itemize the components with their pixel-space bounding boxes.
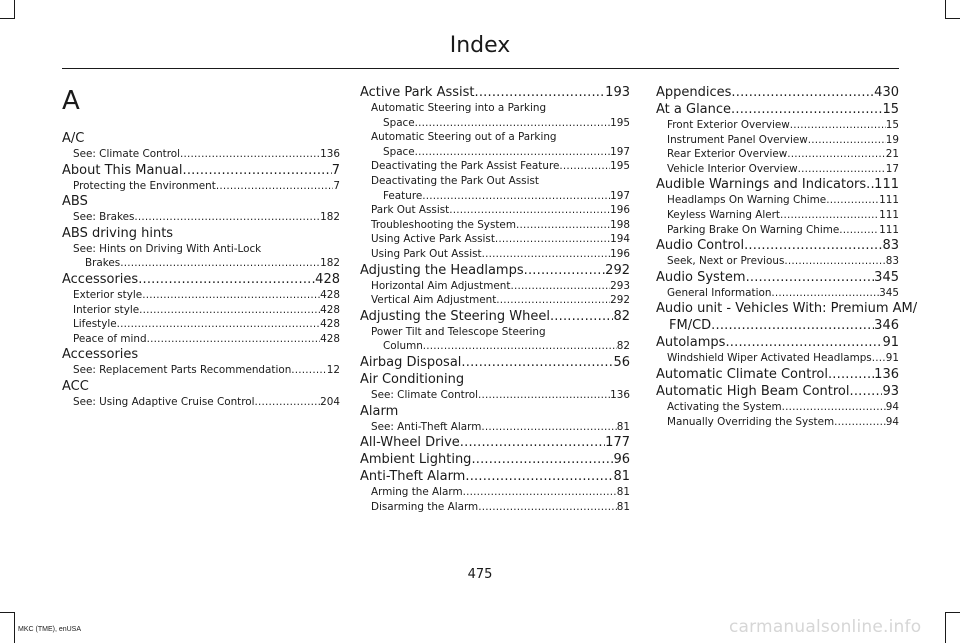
entry-page-number: 81	[613, 469, 630, 485]
index-subentry	[62, 179, 340, 194]
entry-label: Front Exterior Overview	[667, 119, 790, 131]
dot-leader	[782, 400, 886, 415]
dot-leader	[180, 147, 320, 162]
entry-label: See: Anti-Theft Alarm	[371, 420, 482, 433]
dot-leader	[746, 269, 875, 286]
index-entry	[62, 162, 340, 179]
watermark: carmanualsonline.info	[729, 617, 922, 637]
entry-label: See: Hints on Driving With Anti-Lock	[73, 242, 262, 255]
entry-page-number: 136	[874, 366, 899, 382]
entry-label: Power Tilt and Telescope Steering	[371, 325, 546, 338]
dot-leader	[291, 363, 326, 378]
dot-leader	[481, 420, 616, 435]
index-subentry	[62, 395, 340, 410]
entry-label: See: Brakes	[73, 211, 135, 224]
index-column-3	[656, 84, 918, 429]
index-subentry	[360, 420, 630, 435]
dot-leader	[725, 334, 882, 351]
entry-label: Audio System	[656, 269, 746, 285]
index-entry	[656, 237, 899, 254]
entry-label: Vehicle Interior Overview	[667, 162, 798, 175]
dot-leader	[415, 116, 610, 131]
entry-label: Using Park Out Assist	[371, 247, 482, 260]
entry-label: Active Park Assist	[360, 85, 475, 100]
entry-page-number: 7	[333, 179, 340, 192]
entry-page-number: 83	[885, 255, 899, 268]
entry-page-number: 345	[874, 269, 899, 285]
dot-leader	[415, 145, 610, 160]
index-subentry	[360, 500, 630, 515]
entry-label: See: Climate Control	[73, 148, 181, 160]
index-entry	[656, 269, 899, 286]
entry-label: FM/CD	[669, 318, 712, 334]
entry-page-number: 91	[882, 335, 899, 351]
index-subentry	[360, 325, 630, 340]
index-subentry	[360, 130, 630, 145]
entry-label: ACC	[62, 378, 89, 394]
entry-label: Keyless Warning Alert	[667, 208, 781, 221]
crop-mark	[945, 0, 946, 19]
entry-label: A/C	[62, 131, 85, 146]
entry-label: Headlamps On Warning Chime	[667, 194, 827, 207]
entry-label: Feature	[383, 189, 423, 202]
entry-page-number: 292	[610, 294, 630, 307]
entry-page-number: 12	[326, 364, 340, 377]
index-subentry	[360, 388, 630, 403]
dot-leader	[423, 339, 617, 354]
entry-page-number: 345	[879, 286, 899, 299]
entry-page-number: 346	[874, 318, 899, 334]
entry-page-number: 197	[610, 189, 630, 202]
entry-page-number: 111	[879, 208, 899, 221]
index-subentry	[62, 363, 340, 378]
index-subentry	[62, 317, 340, 332]
dot-leader	[744, 237, 882, 254]
entry-label: ABS	[62, 194, 88, 210]
entry-label: Interior style	[73, 303, 140, 316]
index-subentry	[62, 147, 340, 162]
entry-page-number: 111	[879, 194, 899, 207]
dot-leader	[780, 208, 879, 223]
entry-page-number: 292	[605, 262, 630, 278]
dot-leader	[478, 388, 610, 403]
dot-leader	[463, 485, 617, 500]
index-subentry	[656, 286, 899, 301]
index-subentry	[360, 232, 630, 247]
index-subentry	[62, 256, 340, 271]
entry-label: Adjusting the Headlamps	[360, 262, 524, 278]
index-subentry	[62, 303, 340, 318]
entry-page-number: 177	[605, 435, 630, 451]
dot-leader	[510, 279, 610, 294]
entry-label: Air Conditioning	[360, 371, 465, 387]
entry-page-number: 136	[610, 388, 630, 401]
index-entry	[62, 378, 340, 395]
entry-page-number: 182	[320, 257, 340, 270]
index-entry	[62, 193, 340, 210]
entry-label: Instrument Panel Overview	[667, 133, 808, 146]
entry-page-number: 195	[610, 160, 630, 173]
dot-leader	[465, 468, 613, 485]
dot-leader	[731, 84, 874, 101]
page-number: 475	[467, 567, 493, 582]
entry-page-number: 93	[882, 383, 899, 399]
dot-leader	[475, 84, 606, 101]
dot-leader	[808, 133, 886, 148]
dot-leader	[139, 303, 320, 318]
index-subentry	[360, 279, 630, 294]
page-title: Index	[449, 33, 511, 58]
entry-page-number: 197	[610, 145, 630, 158]
index-subentry	[360, 145, 630, 160]
index-subentry	[62, 288, 340, 303]
index-entry	[656, 366, 899, 383]
dot-leader	[711, 317, 874, 334]
entry-label: Exterior style	[73, 288, 143, 301]
entry-label: See: Using Adaptive Cruise Control	[73, 395, 255, 408]
entry-page-number: 111	[874, 177, 899, 193]
dot-leader	[482, 247, 611, 262]
index-entry	[656, 176, 899, 193]
entry-label: Deactivating the Park Out Assist	[371, 174, 539, 187]
entry-label: ABS driving hints	[62, 225, 174, 241]
index-subentry	[656, 147, 899, 162]
index-subentry	[656, 400, 899, 415]
footer-model: MKC (TME), enUSA	[18, 626, 82, 633]
index-subentry	[62, 332, 340, 347]
entry-label: Appendices	[656, 85, 732, 100]
index-entry	[62, 346, 340, 363]
entry-label: Seek, Next or Previous	[667, 255, 785, 268]
dot-leader	[138, 271, 315, 288]
entry-label: Alarm	[360, 403, 399, 419]
index-entry	[360, 468, 630, 485]
entry-page-number: 193	[605, 85, 630, 100]
dot-leader	[134, 210, 320, 225]
entry-page-number: 196	[610, 247, 630, 260]
index-entry	[62, 271, 340, 288]
entry-label: Rear Exterior Overview	[667, 148, 788, 161]
crop-mark	[945, 18, 960, 19]
crop-mark	[0, 612, 14, 613]
entry-label: Using Active Park Assist	[371, 233, 495, 246]
index-subentry	[62, 242, 340, 257]
index-subentry	[656, 118, 899, 133]
dot-leader	[826, 193, 879, 208]
entry-label: Accessories	[62, 347, 139, 363]
index-subentry	[360, 218, 630, 233]
index-subentry	[656, 415, 899, 430]
index-subentry	[656, 254, 899, 269]
dot-leader	[731, 101, 882, 118]
entry-page-number: 136	[320, 148, 340, 160]
entry-label: Audio unit - Vehicles With: Premium AM/	[656, 301, 918, 317]
entry-page-number: 182	[320, 211, 340, 224]
entry-page-number: 91	[885, 352, 899, 365]
dot-leader	[849, 383, 882, 400]
entry-label: Horizontal Aim Adjustment	[371, 279, 511, 292]
entry-label: Space	[383, 145, 415, 158]
entry-page-number: 82	[613, 308, 630, 324]
crop-mark	[945, 612, 946, 643]
index-subentry	[360, 101, 630, 116]
entry-page-number: 81	[616, 486, 630, 499]
entry-label: Brakes	[85, 257, 121, 270]
index-subentry	[656, 193, 899, 208]
dot-leader	[516, 218, 610, 233]
index-subentry	[62, 210, 340, 225]
dot-leader	[120, 256, 320, 271]
entry-label: See: Replacement Parts Recommendation	[73, 364, 292, 377]
dot-leader	[839, 223, 879, 238]
index-subentry	[360, 116, 630, 131]
index-entry	[360, 84, 630, 101]
index-subentry	[656, 351, 899, 366]
dot-leader	[460, 434, 605, 451]
dot-leader	[495, 232, 610, 247]
entry-page-number: 94	[885, 400, 899, 413]
entry-label: Autolamps	[656, 335, 726, 351]
entry-label: Ambient Lighting	[360, 452, 472, 468]
entry-label: Lifestyle	[73, 318, 117, 331]
entry-label: Column	[383, 340, 423, 353]
index-entry	[656, 383, 899, 400]
entry-label: Activating the System	[667, 400, 782, 413]
entry-label: Automatic Climate Control	[656, 366, 828, 382]
entry-page-number: 19	[885, 133, 899, 146]
entry-page-number: 82	[616, 340, 630, 353]
dot-leader	[790, 118, 886, 133]
entry-label: Automatic Steering into a Parking	[371, 102, 547, 114]
entry-label: All-Wheel Drive	[360, 435, 460, 451]
entry-label: Automatic High Beam Control	[656, 383, 850, 399]
entry-label: Disarming the Alarm	[371, 500, 479, 513]
index-subentry	[360, 247, 630, 262]
entry-page-number: 81	[616, 500, 630, 513]
entry-page-number: 17	[885, 162, 899, 175]
dot-leader	[117, 317, 321, 332]
dot-leader	[559, 159, 610, 174]
entry-page-number: 111	[879, 223, 899, 236]
dot-leader	[784, 254, 885, 269]
entry-label: Windshield Wiper Activated Headlamps	[667, 352, 872, 365]
dot-leader	[872, 351, 886, 366]
entry-label: Accessories	[62, 271, 139, 287]
entry-label: Peace of mind	[73, 332, 147, 345]
entry-label: About This Manual	[62, 162, 183, 178]
entry-page-number: 96	[613, 452, 630, 468]
index-subentry	[360, 203, 630, 218]
entry-label: Audible Warnings and Indicators	[656, 177, 867, 193]
entry-page-number: 94	[885, 415, 899, 428]
entry-label: Parking Brake On Warning Chime	[667, 223, 840, 236]
index-entry	[656, 101, 899, 118]
entry-label: Anti-Theft Alarm	[360, 469, 466, 485]
dot-leader	[449, 203, 610, 218]
dot-leader	[771, 286, 879, 301]
entry-page-number: 198	[610, 218, 630, 231]
index-subentry	[360, 485, 630, 500]
entry-page-number: 83	[882, 238, 899, 254]
crop-mark	[14, 0, 15, 19]
entry-page-number: 430	[874, 85, 899, 100]
index-subentry	[360, 293, 630, 308]
index-letter-heading: A	[62, 86, 80, 116]
dot-leader	[524, 262, 606, 279]
entry-label: Adjusting the Steering Wheel	[360, 308, 550, 324]
entry-label: Audio Control	[656, 238, 745, 254]
entry-label: Arming the Alarm	[371, 486, 463, 499]
index-entry	[360, 371, 630, 388]
dot-leader	[471, 451, 613, 468]
index-entry	[656, 334, 899, 351]
entry-page-number: 15	[885, 119, 899, 131]
index-entry	[656, 317, 899, 334]
crop-mark	[14, 612, 15, 643]
index-entry	[360, 308, 630, 325]
entry-page-number: 56	[613, 354, 630, 370]
entry-label: See: Climate Control	[371, 388, 479, 401]
header-rule	[62, 68, 899, 69]
entry-label: Airbag Disposal	[360, 354, 462, 370]
index-column-2	[360, 84, 630, 514]
index-subentry	[656, 133, 899, 148]
dot-leader	[550, 308, 613, 325]
dot-leader	[866, 176, 874, 193]
entry-page-number: 81	[616, 420, 630, 433]
dot-leader	[798, 162, 886, 177]
entry-label: Vertical Aim Adjustment	[371, 294, 497, 307]
entry-label: Automatic Steering out of a Parking	[371, 131, 557, 144]
index-entry	[360, 451, 630, 468]
entry-page-number: 428	[315, 271, 340, 287]
entry-page-number: 7	[331, 162, 340, 178]
index-entry	[360, 262, 630, 279]
index-entry	[360, 354, 630, 371]
index-entry	[656, 300, 918, 317]
dot-leader	[834, 415, 886, 430]
dot-leader	[142, 288, 320, 303]
entry-label: Park Out Assist	[371, 204, 450, 217]
dot-leader	[255, 395, 321, 410]
crop-mark	[0, 18, 14, 19]
dot-leader	[496, 293, 610, 308]
entry-page-number: 196	[610, 204, 630, 217]
index-column-1	[62, 84, 340, 410]
index-entry	[62, 225, 340, 242]
entry-page-number: 204	[320, 395, 340, 408]
entry-page-number: 21	[885, 148, 899, 161]
entry-page-number: 293	[610, 279, 630, 292]
entry-label: At a Glance	[656, 102, 732, 117]
index-subentry	[656, 223, 899, 238]
index-entry	[62, 130, 340, 147]
entry-label: Troubleshooting the System	[371, 218, 516, 231]
crop-mark	[945, 612, 960, 613]
entry-label: Space	[383, 116, 415, 129]
dot-leader	[478, 500, 617, 515]
index-entry	[656, 84, 899, 101]
index-subentry	[360, 159, 630, 174]
index-subentry	[656, 162, 899, 177]
dot-leader	[216, 179, 334, 194]
index-subentry	[360, 174, 630, 189]
entry-label: Deactivating the Park Assist Feature	[371, 160, 560, 173]
index-subentry	[360, 339, 630, 354]
index-entry	[360, 403, 630, 420]
dot-leader	[787, 147, 885, 162]
dot-leader	[422, 189, 610, 204]
index-subentry	[656, 208, 899, 223]
entry-page-number: 428	[320, 318, 340, 331]
entry-label: General Information	[667, 286, 772, 299]
entry-label: Manually Overriding the System	[667, 415, 835, 428]
index-entry	[360, 434, 630, 451]
dot-leader	[461, 354, 613, 371]
entry-label: Protecting the Environment	[73, 179, 216, 192]
entry-page-number: 428	[320, 303, 340, 316]
dot-leader	[828, 366, 874, 383]
dot-leader	[147, 332, 321, 347]
entry-page-number: 428	[320, 332, 340, 345]
entry-page-number: 428	[320, 288, 340, 301]
entry-page-number: 194	[610, 233, 630, 246]
entry-page-number: 195	[610, 116, 630, 129]
dot-leader	[183, 162, 332, 179]
index-subentry	[360, 189, 630, 204]
entry-page-number: 15	[882, 102, 899, 117]
